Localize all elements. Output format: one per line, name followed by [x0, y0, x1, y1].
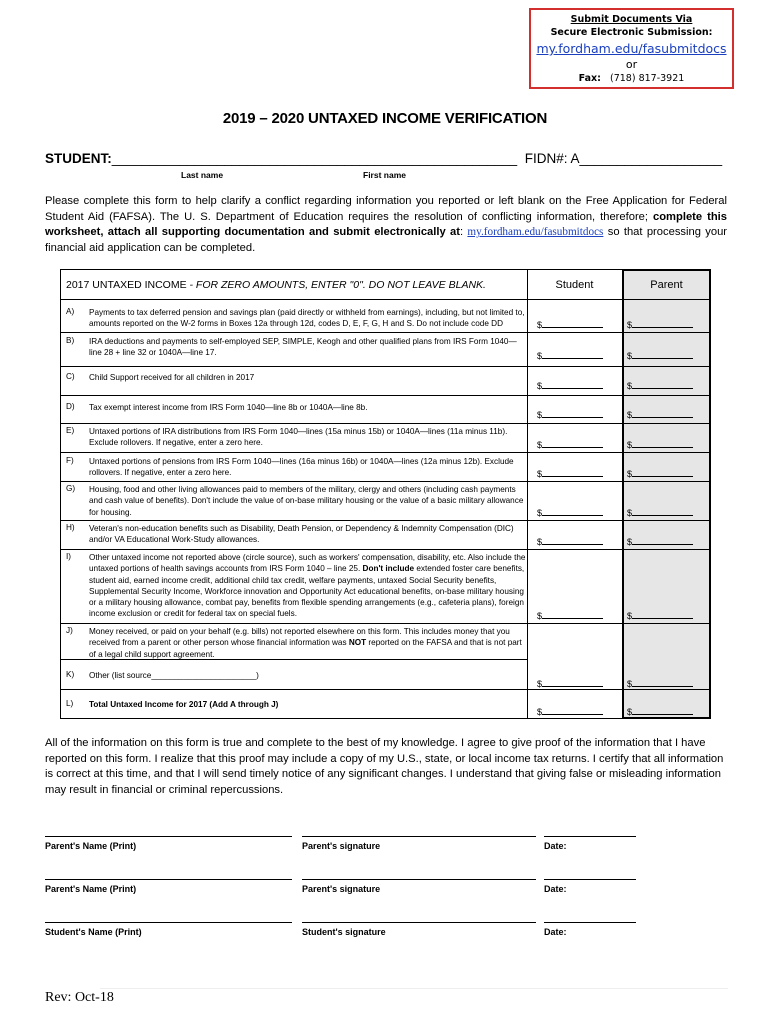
parent-amount-field[interactable] — [627, 468, 693, 479]
dollar-sign: $ — [537, 381, 543, 391]
row-letter: J) — [66, 626, 73, 635]
date-label: Date: — [544, 884, 567, 894]
row-rule — [60, 423, 711, 424]
row-description — [89, 552, 527, 620]
footer-divider — [100, 988, 728, 989]
row-letter: B) — [66, 336, 75, 345]
signature-line[interactable] — [544, 836, 636, 837]
submit-subheading: Secure Electronic Submission: — [550, 27, 713, 38]
student-amount-field[interactable] — [537, 507, 603, 518]
dollar-sign: $ — [537, 410, 543, 420]
row-description: Untaxed portions of pensions from IRS Form 1040—lines (16a minus 16b) or 1040A—lines (12a minus 12b). Exclude rollovers. If negative, enter a zero here. — [89, 457, 514, 478]
row-letter: E) — [66, 426, 75, 435]
dollar-sign: $ — [537, 320, 543, 330]
dollar-sign: $ — [627, 440, 633, 450]
row-rule — [60, 366, 711, 367]
row-description: Veteran's non-education benefits such as Disability, Death Pension, or Dependency & Indemnity Compensation (DIC) and/or VA Educational Work-Study allowances. — [89, 524, 514, 545]
student-amount-field[interactable] — [537, 536, 603, 547]
parent-name-label: Parent's Name (Print) — [45, 841, 137, 851]
dollar-sign: $ — [537, 508, 543, 518]
parent-amount-field[interactable] — [627, 706, 693, 717]
dollar-sign: $ — [627, 679, 633, 689]
intro-text-2: so that processing your financial aid application can be completed. — [45, 226, 728, 254]
row-rule — [60, 549, 711, 550]
fax-line — [531, 72, 732, 86]
row-text-part: reported on the FAFSA and that is not part of a legal child support agreement. — [89, 638, 522, 659]
intro-colon: : — [459, 226, 468, 238]
row-text-part: extended foster care benefits, student aid, earned income credit, additional child tax credit, welfare payments, untaxed Social Security benefits, Supplemental Security Income, Workforce innovation and Opportunity Act educational benefits, on-base military housing or a military housing allowance, combat pay, benefits from flexible spending arrangements (e.g., cafeteria plans), foreign income exclusion or credit for federal tax on special fuels. — [89, 564, 525, 619]
row-text-part: Money received, or paid on your behalf (e.g. bills) not reported elsewhere on this form. This includes money that you received from a parent or other person whose financial information was — [89, 627, 510, 648]
dollar-sign: $ — [537, 537, 543, 547]
certification-paragraph: All of the information on this form is true and complete to the best of my knowledge. I agree to give proof of the information that I have reported on this form. I realize that this proof may include a copy of my U.S., state, or local income tax returns. I certify that all information is correct at this time, and that I will send timely notice of any significant changes. I understand that giving false or misleading information may result in financial or criminal repercussions. — [45, 737, 724, 796]
student-signature-label: Student's signature — [302, 927, 386, 937]
parent-amount-field[interactable] — [627, 536, 693, 547]
row-rule — [60, 623, 711, 624]
student-column-header: Student — [555, 279, 594, 291]
dollar-sign: $ — [627, 508, 633, 518]
parent-amount-field[interactable] — [627, 319, 693, 330]
intro-link[interactable]: my.fordham.edu/fasubmitdocs — [467, 226, 604, 238]
signature-line[interactable] — [302, 836, 536, 837]
student-amount-field[interactable] — [537, 439, 603, 450]
row-rule — [60, 332, 711, 333]
fidn-field[interactable]: A___________________ — [570, 151, 723, 166]
table-header-note: - FOR ZERO AMOUNTS, ENTER "0". DO NOT LEAVE BLANK. — [186, 279, 486, 291]
column-divider — [527, 269, 528, 719]
parent-amount-field[interactable] — [627, 409, 693, 420]
row-text-bold: Don't include — [362, 564, 415, 574]
intro-paragraph — [45, 194, 727, 256]
parent-amount-field[interactable] — [627, 678, 693, 689]
parent-signature-label: Parent's signature — [302, 841, 381, 851]
dollar-sign: $ — [537, 469, 543, 479]
fax-label: Fax: — [578, 73, 601, 84]
submit-or: or — [625, 58, 638, 71]
parent-signature-label: Parent's signature — [302, 884, 381, 894]
student-amount-field[interactable] — [537, 706, 603, 717]
revision-label: Rev: Oct-18 — [45, 990, 114, 1005]
row-letter: I) — [66, 552, 72, 561]
row-rule — [60, 395, 711, 396]
parent-amount-field[interactable] — [627, 610, 693, 621]
table-header-title: 2017 UNTAXED INCOME — [66, 279, 187, 291]
row-letter: L) — [66, 699, 74, 708]
intro-text-1: Please complete this form to help clarify a conflict regarding information you reported or left blank on the Free Application for Federal Student Aid (FAFSA). The U. S. Department of Education requires the resolution of conflicting information, therefore; — [45, 195, 727, 223]
dollar-sign: $ — [627, 469, 633, 479]
signature-line[interactable] — [544, 922, 636, 923]
intro-bold: complete this worksheet, attach all supporting documentation and submit electronically at — [45, 210, 727, 238]
row-text-bold: NOT — [348, 638, 367, 648]
parent-amount-field[interactable] — [627, 350, 693, 361]
row-letter: C) — [66, 372, 75, 381]
row-description: IRA deductions and payments to self-employed SEP, SIMPLE, Keogh and other qualified plans from IRS Form 1040—line 28 + line 32 or 1040A—line 17. — [89, 337, 517, 358]
student-name-label: Student's Name (Print) — [45, 927, 142, 937]
signature-line[interactable] — [45, 922, 292, 923]
dollar-sign: $ — [627, 537, 633, 547]
fidn-label: FIDN#: — [524, 151, 568, 166]
row-description: Tax exempt interest income from IRS Form 1040—line 8b or 1040A—line 8b. — [89, 403, 368, 412]
dollar-sign: $ — [537, 611, 543, 621]
row-letter: G) — [66, 484, 76, 493]
row-description: Housing, food and other living allowances paid to members of the military, clergy and others (including cash payments and cash value of benefits). Don't include the value of on-base military housing or the value of a basic military allowance for housing. — [89, 485, 524, 517]
parent-name-label: Parent's Name (Print) — [45, 884, 137, 894]
date-label: Date: — [544, 841, 567, 851]
dollar-sign: $ — [627, 320, 633, 330]
row-letter: H) — [66, 523, 75, 532]
parent-amount-field[interactable] — [627, 380, 693, 391]
dollar-sign: $ — [537, 351, 543, 361]
fax-number: (718) 817-3921 — [610, 73, 685, 84]
submit-heading: Submit Documents Via — [570, 14, 693, 25]
parent-amount-field[interactable] — [627, 507, 693, 518]
dollar-sign: $ — [627, 611, 633, 621]
table-header — [66, 279, 486, 291]
student-amount-field[interactable] — [537, 350, 603, 361]
dollar-sign: $ — [627, 410, 633, 420]
row-letter: D) — [66, 402, 75, 411]
dollar-sign: $ — [537, 440, 543, 450]
row-description: Total Untaxed Income for 2017 (Add A through J) — [89, 700, 279, 709]
row-letter: A) — [66, 307, 75, 316]
row-letter: F) — [66, 456, 74, 465]
row-rule — [60, 520, 711, 521]
dollar-sign: $ — [627, 381, 633, 391]
student-amount-field[interactable] — [537, 678, 603, 689]
parent-amount-field[interactable] — [627, 439, 693, 450]
row-description — [89, 626, 527, 660]
signature-line[interactable] — [45, 836, 292, 837]
student-amount-field[interactable] — [537, 319, 603, 330]
student-amount-field[interactable] — [537, 468, 603, 479]
student-label: STUDENT: — [45, 151, 112, 166]
signature-line[interactable] — [544, 879, 636, 880]
student-amount-field[interactable] — [537, 610, 603, 621]
signature-line[interactable] — [302, 922, 536, 923]
row-description: Child Support received for all children in 2017 — [89, 373, 255, 382]
submission-info-box — [529, 8, 734, 89]
dollar-sign: $ — [627, 707, 633, 717]
date-label: Date: — [544, 927, 567, 937]
dollar-sign: $ — [627, 351, 633, 361]
row-rule — [60, 299, 711, 300]
student-amount-field[interactable] — [537, 380, 603, 391]
student-name-field[interactable]: ______________________________________________________ — [111, 151, 518, 166]
first-name-label: First name — [363, 170, 406, 180]
row-rule — [60, 689, 711, 690]
signature-line[interactable] — [45, 879, 292, 880]
student-amount-field[interactable] — [537, 409, 603, 420]
row-rule — [60, 452, 711, 453]
parent-column — [622, 269, 711, 719]
untaxed-income-table — [60, 269, 711, 719]
row-description: Untaxed portions of IRA distributions from IRS Form 1040—lines (15a minus 15b) or 1040A—lines (11a minus 11b). Exclude rollovers. If negative, enter a zero here. — [89, 427, 508, 448]
row-letter: K) — [66, 670, 75, 679]
student-line — [45, 151, 722, 166]
signature-line[interactable] — [302, 879, 536, 880]
submit-link[interactable]: my.fordham.edu/fasubmitdocs — [536, 41, 727, 56]
row-text-part: Other untaxed income not reported above (circle source), such as workers' compensation, disability, etc. Also include the untaxed portions of health savings accounts from IRS Form 1040 – line 25. — [89, 553, 526, 574]
last-name-label: Last name — [181, 170, 224, 180]
dollar-sign: $ — [537, 707, 543, 717]
dollar-sign: $ — [537, 679, 543, 689]
row-description: Payments to tax deferred pension and savings plan (paid directly or withheld from earnings), including, but not limited to, amounts reported on the W-2 forms in Boxes 12a through 12d, codes D, E, F, G, H and S. Do not include code DD — [89, 308, 525, 329]
row-rule — [60, 481, 711, 482]
parent-column-header: Parent — [650, 279, 683, 291]
page-title: 2019 – 2020 UNTAXED INCOME VERIFICATION — [222, 110, 548, 127]
row-description: Other (list source_______________________) — [89, 671, 259, 680]
